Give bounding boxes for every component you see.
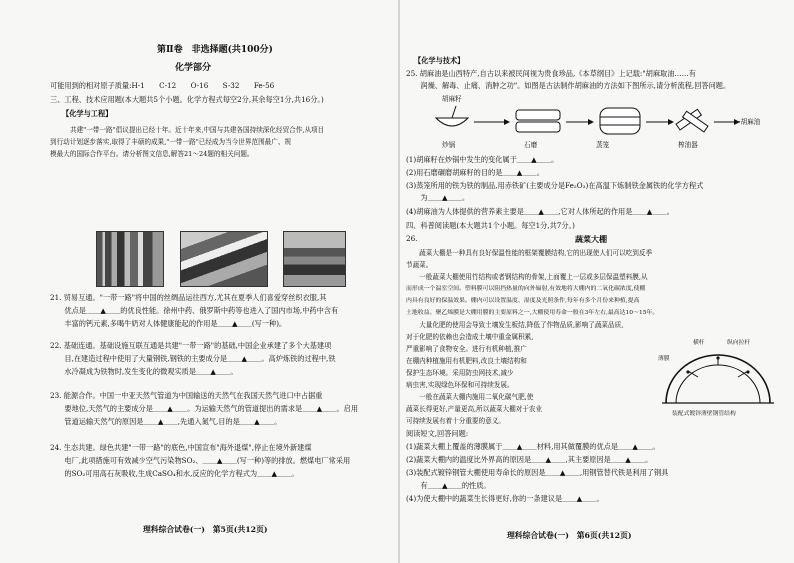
silk-photo <box>96 231 164 287</box>
q26-number: 26. <box>406 234 418 243</box>
part4-heading: 四、科普阅读题(本大题共1个小题。每空1分,共7分。) <box>406 221 575 230</box>
q24-line: 24. 生态共建。绿色共建"一带一路"的底色,中国宣布"海外退煤",停止在境外新建煤 <box>50 443 312 452</box>
highway-photo <box>180 231 268 287</box>
figure-label: 横杆 <box>693 340 705 346</box>
article-line: 蔬菜长得更好,产量更高,所以蔬菜大棚对于农业 <box>406 405 543 413</box>
article-line: 一般在蔬菜大棚内施用二氧化碳气肥,使 <box>406 393 534 401</box>
article-line: 对于化肥的依赖也会造成土壤中重金属积累, <box>406 333 534 341</box>
q24-line: 的SO₂可用高石灰吸收,生成CaSO₄和水,反应的化学方程式为＿＿▲＿＿。 <box>50 469 299 478</box>
article-line: 严重影响了食物安全。进行有机种植,推广 <box>406 345 527 353</box>
q23-line: 23. 能源合作。中国一中亚天然气管道为中国输送的天然气在我国天然气进口中占据重 <box>50 391 323 400</box>
section-tag: 【化学与技术】 <box>414 56 465 65</box>
diagram-label: 石磨 <box>524 141 538 149</box>
section-tag: 【化学与工程】 <box>62 109 113 118</box>
article-line: 大量化肥的使用会导致土壤发生板结,降低了作物品质,影响了蔬菜品质, <box>406 321 624 329</box>
section-title: 第Ⅱ卷 非选择题(共100分) <box>157 45 273 55</box>
q23-line: 管道运输天然气的原因是＿＿▲＿＿,先通入氮气,目的是＿＿▲＿＿。 <box>50 417 282 426</box>
article-line: 而形成一个温室空间。塑料膜可以阻挡热量的向外辐射,有效地将大棚内的二氧化碳浓度,使棚 <box>406 286 646 292</box>
q22-line: 目,在建造过程中使用了大量钢铁,钢铁的主要成分是＿＿▲＿＿。高炉炼铁的过程中,铁 <box>50 354 336 363</box>
atomic-masses: 可能用到的相对原子质量:H-1 C-12 O-16 S-32 Fe-56 <box>50 81 275 90</box>
q25-sub: 为＿＿▲＿＿。 <box>406 193 470 202</box>
diagram-label: 榨油器 <box>678 141 698 149</box>
pipeline-photo <box>283 231 346 287</box>
q23-line: 要地位,天然气的主要成分是＿＿▲＿＿。为运输天然气的管道提出的需求是＿＿▲＿＿。启用 <box>50 404 359 413</box>
part3-heading: 三、工程、技术应用题(本大题共5个小题。化学方程式每空2分,其余每空1分,共16分。) <box>50 95 324 104</box>
q25-sub: (3)蒸笼所用的铁为铁的制品,用赤铁矿(主要成分是Fe₂O₃)在高温下炼制铁金属铁的化学方程式 <box>406 181 704 190</box>
right-page <box>400 0 794 563</box>
article-line: 在棚内种植施用有机肥料,改良土壤结构和 <box>406 357 527 365</box>
page-footer: 理科综合试卷(一) 第6页(共12页) <box>507 531 632 540</box>
q22-line: 水冷凝成为铁物时,发生变化的微观实质是＿＿▲＿＿。 <box>50 367 238 376</box>
q21-line: 丰富的钙元素,多喝牛奶对人体健康能起的作用是＿＿▲＿＿(写一种)。 <box>50 319 287 328</box>
figure-caption: 装配式镀锌薄壁钢管结构 <box>672 411 736 417</box>
figure-label: 薄膜 <box>658 356 670 362</box>
article-line: 病虫害,实现绿色环保和可持续发展。 <box>406 381 514 389</box>
q22-line: 22. 基础连通。基础设施互联互通是共建"一带一路"的基础,中国企业承建了多个大基建项 <box>50 341 332 350</box>
article-line: 蔬菜大棚是一种具有良好保温性能的框架覆膜结构,它的出现使人们可以吃到反季 <box>406 249 653 257</box>
diagram-label: 胡麻籽 <box>442 95 462 103</box>
q24-line: 电厂,此项措施可有效减少空气污染物SO₂、＿＿▲＿＿(写一种)等的排放。燃煤电厂常采用 <box>50 456 351 465</box>
article-line: 土地收益。聚乙烯膜是大棚用膜的主要原料之一,大棚使用寿命一般在3年左右,最高达10～15年。 <box>406 310 659 316</box>
greenhouse-arch <box>658 345 776 409</box>
subject-title: 化学部分 <box>175 63 212 73</box>
q25-line: 25. 胡麻油是山西特产,自古以来被民间视为贵食珍品,《本草纲目》上记载:"胡麻取油……有 <box>406 69 696 78</box>
q21-line: 优点是＿＿▲＿＿的优良性能。徐州中药、俄罗斯中药等也进入了国内市场,中药中含有 <box>50 306 339 315</box>
process-figure <box>430 104 780 140</box>
article-title: 蔬菜大棚 <box>575 234 607 244</box>
article-line: 一般蔬菜大棚使用竹结构或者钢结构的骨架,上面覆上一层或多层保温塑料膜,从 <box>406 273 648 281</box>
page-footer: 理科综合试卷(一) 第5页(共12页) <box>143 525 268 534</box>
q25-sub: (4)胡麻油为人体提供的营养素主要是＿＿▲＿＿,它对人体所起的作用是＿＿▲＿＿。 <box>406 207 674 216</box>
diagram-label: 炒锅 <box>442 141 456 149</box>
q25-sub: (1)胡麻籽在炒锅中发生的变化属于＿＿▲＿＿。 <box>406 155 559 164</box>
q26-sub: (1)蔬菜大棚上覆盖的薄膜属于＿＿▲＿＿材料,用其做覆膜的优点是＿＿▲＿＿。 <box>406 442 660 451</box>
q26-sub: (4)为使大棚中的蔬菜生长得更好,你的一条建议是＿＿▲＿＿。 <box>406 494 604 503</box>
article-line: 保护生态环境。采用防虫网技术,减少 <box>406 369 514 377</box>
figure-label: 纵向拉杆 <box>727 340 751 346</box>
article-line: 内具有良好的保温效果。棚内可以设置温度、湿度及光照条件,每年有多个月份来种植,提高 <box>406 298 640 304</box>
intro-line: 共建"一带一路"倡议提出已经十年。近十年来,中国与共建各国持续深化经贸合作,从项目 <box>70 126 325 134</box>
article-line: 可持续发展有着十分重要的意义。 <box>406 417 505 425</box>
diagram-label: 蒸笼 <box>596 141 610 149</box>
article-line: 节蔬菜。 <box>406 261 433 269</box>
reading-prompt: 阅读短文,回答问题: <box>406 429 469 438</box>
diagram-label: →胡麻油 <box>735 118 761 126</box>
q25-sub: (2)用石磨碾磨胡麻籽的目的是＿＿▲＿＿。 <box>406 168 544 177</box>
q25-line: 润燥、解毒、止痛、消肿之功"。如图是古法制作胡麻油的方法如下图所示,请分析流程,回答问题。 <box>406 81 731 90</box>
q26-sub: 有＿＿▲＿＿的性质。 <box>406 481 491 490</box>
q26-sub: (2)蔬菜大棚内的温度比外界高的原因是＿＿▲＿＿,其主要原因是＿＿▲＿＿。 <box>406 455 653 464</box>
q26-sub: (3)装配式镀锌钢管大棚使用寿命长的原因是＿＿▲＿＿,用钢管替代铁是利用了钢具 <box>406 468 669 477</box>
q21-line: 21. 贸易互通。"一带一路"将中国的丝绸品运往西方,尤其在夏季人们喜爱穿丝织衣服,其 <box>50 293 327 302</box>
intro-line: 模最大的国际合作平台。请分析图文信息,解答21～24题的相关问题。 <box>50 150 254 158</box>
intro-line: 到行动计划逐步落实,取得了丰硕的成果,"一带一路"已经成为当今世界范围最广、规 <box>50 138 292 146</box>
